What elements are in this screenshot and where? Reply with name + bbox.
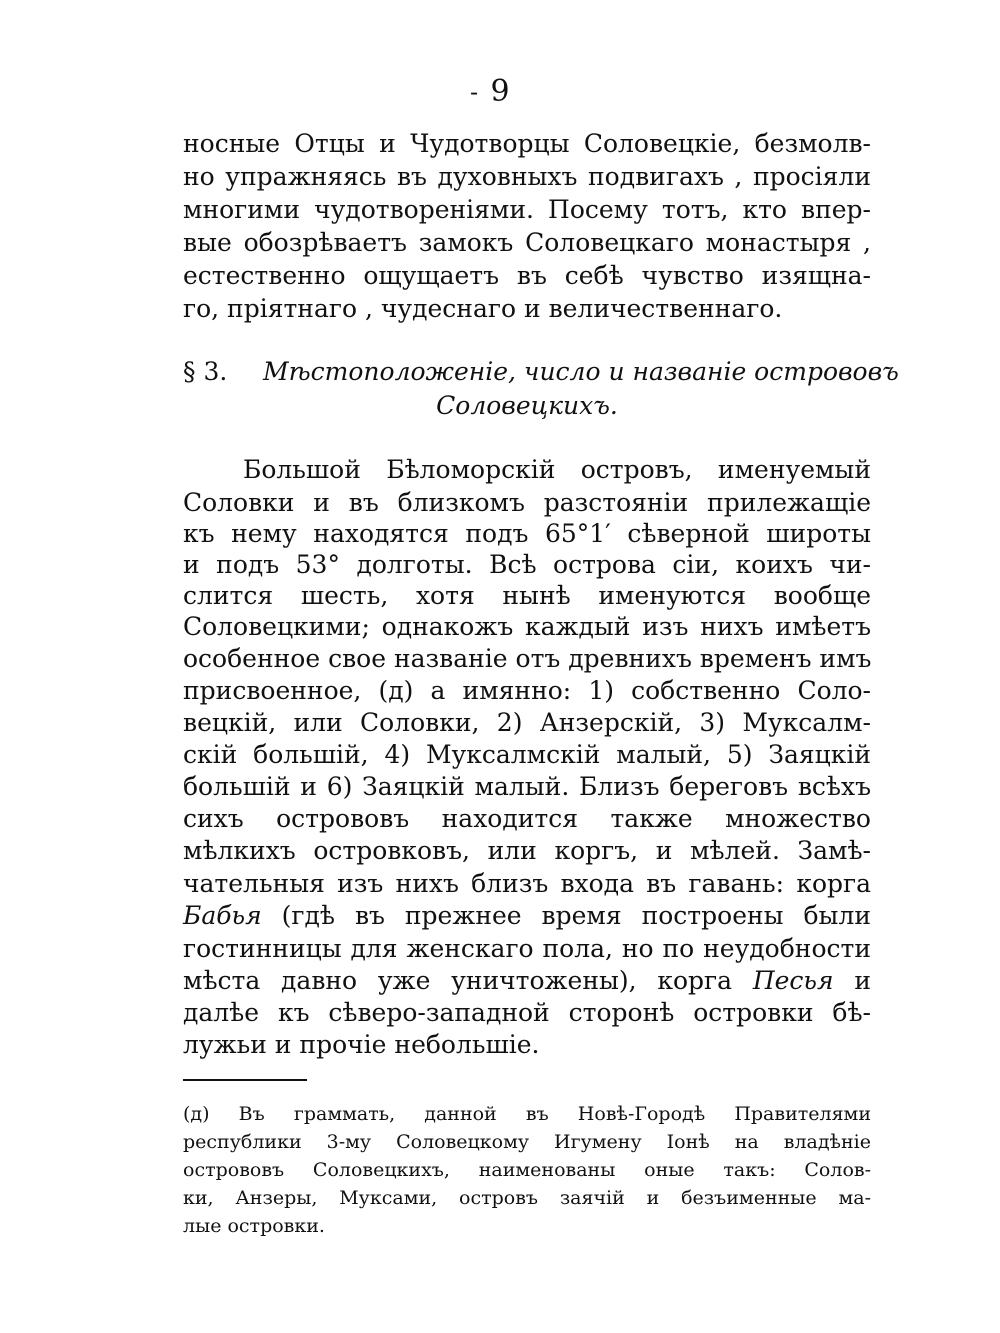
text-line: чательныя изъ нихъ близъ входа въ гавань: корга (183, 869, 871, 898)
text-line: естественно ощущаетъ въ себѣ чувство изящна- (183, 261, 871, 290)
section-mark: § 3. (183, 357, 228, 386)
text-fragment: (гдѣ въ прежнее время построены были (261, 901, 871, 930)
page-dash-mark: - (470, 78, 479, 106)
text-line: но упражняясь въ духовныхъ подвигахъ , просіяли (183, 162, 871, 191)
text-line: и подъ 53° долготы. Всѣ острова сіи, коихъ чи- (183, 550, 871, 579)
text-line: вые обозрѣваетъ замокъ Соловецкаго монастыря , (183, 228, 871, 257)
text-line: далѣе къ сѣверо-западной сторонѣ островки бѣ- (183, 998, 871, 1027)
text-line: присвоенное, (д) а имянно: 1) собственно Соло- (183, 676, 871, 705)
section-title: Мѣстоположеніе, число и названіе острововъ (263, 357, 899, 386)
text-line (183, 965, 871, 997)
footnote-line: республики 3-му Соловецкому Игумену Іонѣ на владѣніе (183, 1131, 871, 1153)
footnote-line: ки, Анзеры, Муксами, островъ заячій и безъименные ма- (183, 1187, 871, 1209)
text-line: особенное свое названіе отъ древнихъ временъ имъ (183, 644, 872, 673)
text-line (183, 900, 871, 932)
text-line: скій большій, 4) Муксалмскій малый, 5) Заяцкій (183, 740, 871, 769)
text-line: носные Отцы и Чудотворцы Соловецкіе, безмолв- (183, 129, 871, 158)
footnote-line: (д) Въ граммать, данной въ Новѣ-Городѣ Правителями (183, 1103, 871, 1125)
text-line: гостинницы для женскаго пола, но по неудобности (183, 934, 871, 963)
text-line: мѣлкихъ островковъ, или коргъ, и мѣлей. Замѣ- (183, 836, 871, 865)
text-line: къ нему находятся подъ 65°1′ сѣверной широты (183, 519, 871, 548)
section-title-continued: Соловецкихъ. (436, 391, 618, 420)
footnote-line: лые островки. (183, 1215, 325, 1237)
text-line: сихъ острововъ находится также множество (183, 804, 871, 833)
footnote-divider (183, 1079, 307, 1081)
page-number: 9 (490, 74, 510, 109)
text-line: го, пріятнаго , чудеснаго и величественнаго. (183, 294, 783, 323)
text-line: лужьи и прочіе небольшіе. (183, 1030, 540, 1059)
text-line: слится шесть, хотя нынѣ именуются вообще (183, 581, 871, 610)
text-line: большій и 6) Заяцкій малый. Близъ береговъ всѣхъ (183, 772, 871, 801)
text-line: Соловки и въ близкомъ разстояніи прилежащіе (183, 488, 871, 517)
text-line: вецкій, или Соловки, 2) Анзерскій, 3) Муксалм- (183, 708, 871, 737)
section-heading-line-1 (183, 356, 899, 388)
island-name-babya: Бабья (183, 901, 262, 930)
text-line: многими чудотвореніями. Посему тотъ, кто впер- (183, 195, 871, 224)
footnote-line: острововъ Соловецкихъ, наименованы оные такъ: Солов- (183, 1159, 871, 1181)
island-name-pesya: Песья (752, 966, 834, 995)
text-fragment: и (833, 966, 871, 995)
text-fragment: мѣста давно уже уничтожены), корга (183, 966, 753, 995)
text-line: Большой Бѣломорскій островъ, именуемый (243, 455, 871, 484)
text-line: Соловецкими; однакожъ каждый изъ нихъ имѣетъ (183, 612, 871, 641)
